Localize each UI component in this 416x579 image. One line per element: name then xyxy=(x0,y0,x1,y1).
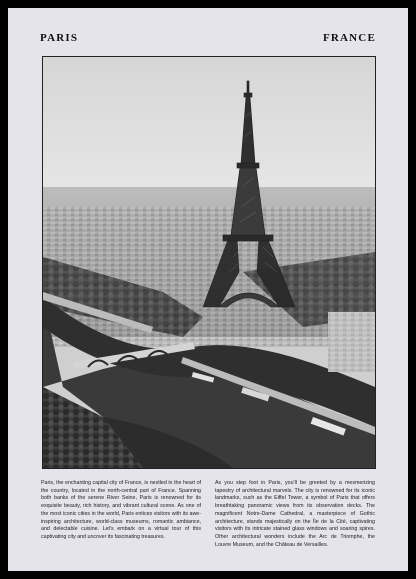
intro-paragraph-left: Paris, the enchanting capital city of France, is nestled in the heart of the country, located in the north-central part of France. Spanning both banks of the serene River Seine, Paris is renowned for its exquisite beauty, rich history, and vibrant cultural scene. As one of the most iconic cities in the world, Paris entices visitors with its awe-inspiring architecture, world-class museums, romantic ambiance, and delectable cuisine. Let's embark on a virtual tour of this captivating city and uncover its fascinating treasures. xyxy=(41,480,201,540)
eiffel-tower-photo xyxy=(42,56,376,469)
intro-paragraph-right: As you step foot in Paris, you'll be greeted by a mesmerizing tapestry of architectural marvels. The city is renowned for its iconic landmarks, such as the Eiffel Tower, a symbol of Paris that offers breathtaking panoramic views from its observation decks. The magnificent Notre-Dame Cathedral, a masterpiece of Gothic architecture, stands majestically on the Île de la Cité, captivating visitors with its intricate stained glass windows and soaring spires. Other architectural wonders include the Arc de Triomphe, the Louvre Museum, and the Château de Versailles. xyxy=(215,480,375,548)
city-title: PARIS xyxy=(40,32,79,44)
country-title: FRANCE xyxy=(322,32,376,44)
